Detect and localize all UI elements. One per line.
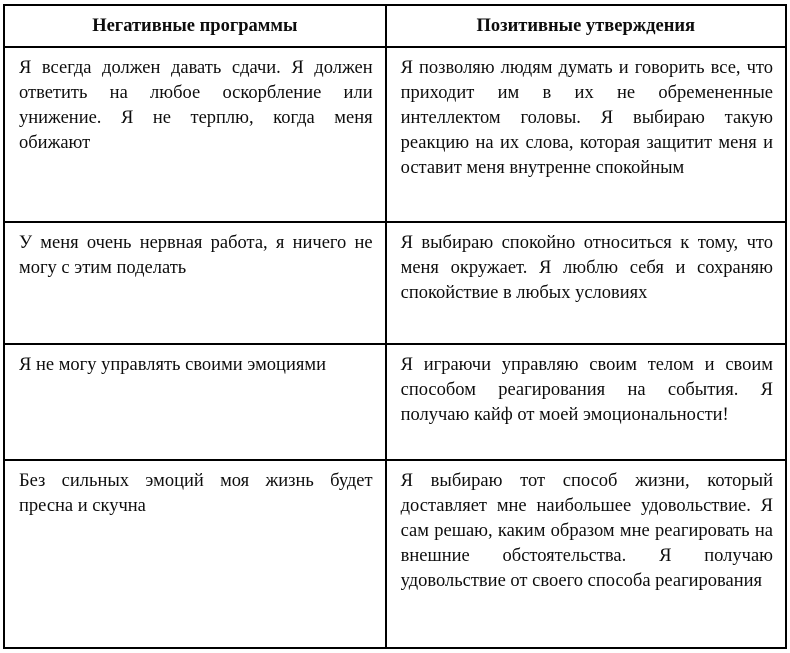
negative-cell: Я всегда должен давать сдачи. Я должен ответить на любое оскорбление или унижение. Я не терплю, когда меня обижают [4,47,386,222]
positive-cell: Я позволяю людям думать и говорить все, что приходит им в их не обремененные интеллектом головы. Я выбираю такую реакцию на их слова, которая защитит меня и оставит меня внутренне спокойным [386,47,786,222]
positive-cell: Я играючи управляю своим телом и своим способом реагирования на события. Я получаю кайф от моей эмоциональности! [386,344,786,460]
positive-cell: Я выбираю тот способ жизни, который доставляет мне наибольшее удовольствие. Я сам решаю, каким образом мне реагировать на внешние обстоятельства. Я получаю удовольствие от своего способа реагирования [386,460,786,648]
table-row [4,222,786,344]
table-row [4,344,786,460]
table-row [4,47,786,222]
positive-column-header: Позитивные утверждения [386,5,786,47]
negative-cell: У меня очень нервная работа, я ничего не могу с этим поделать [4,222,386,344]
table-row [4,460,786,648]
negative-cell: Я не могу управлять своими эмоциями [4,344,386,460]
positive-cell: Я выбираю спокойно относиться к тому, что меня окружает. Я люблю себя и сохраняю спокойствие в любых условиях [386,222,786,344]
negative-cell: Без сильных эмоций моя жизнь будет пресна и скучна [4,460,386,648]
negative-column-header: Негативные программы [4,5,386,47]
affirmations-table [3,4,787,649]
table-header-row [4,5,786,47]
